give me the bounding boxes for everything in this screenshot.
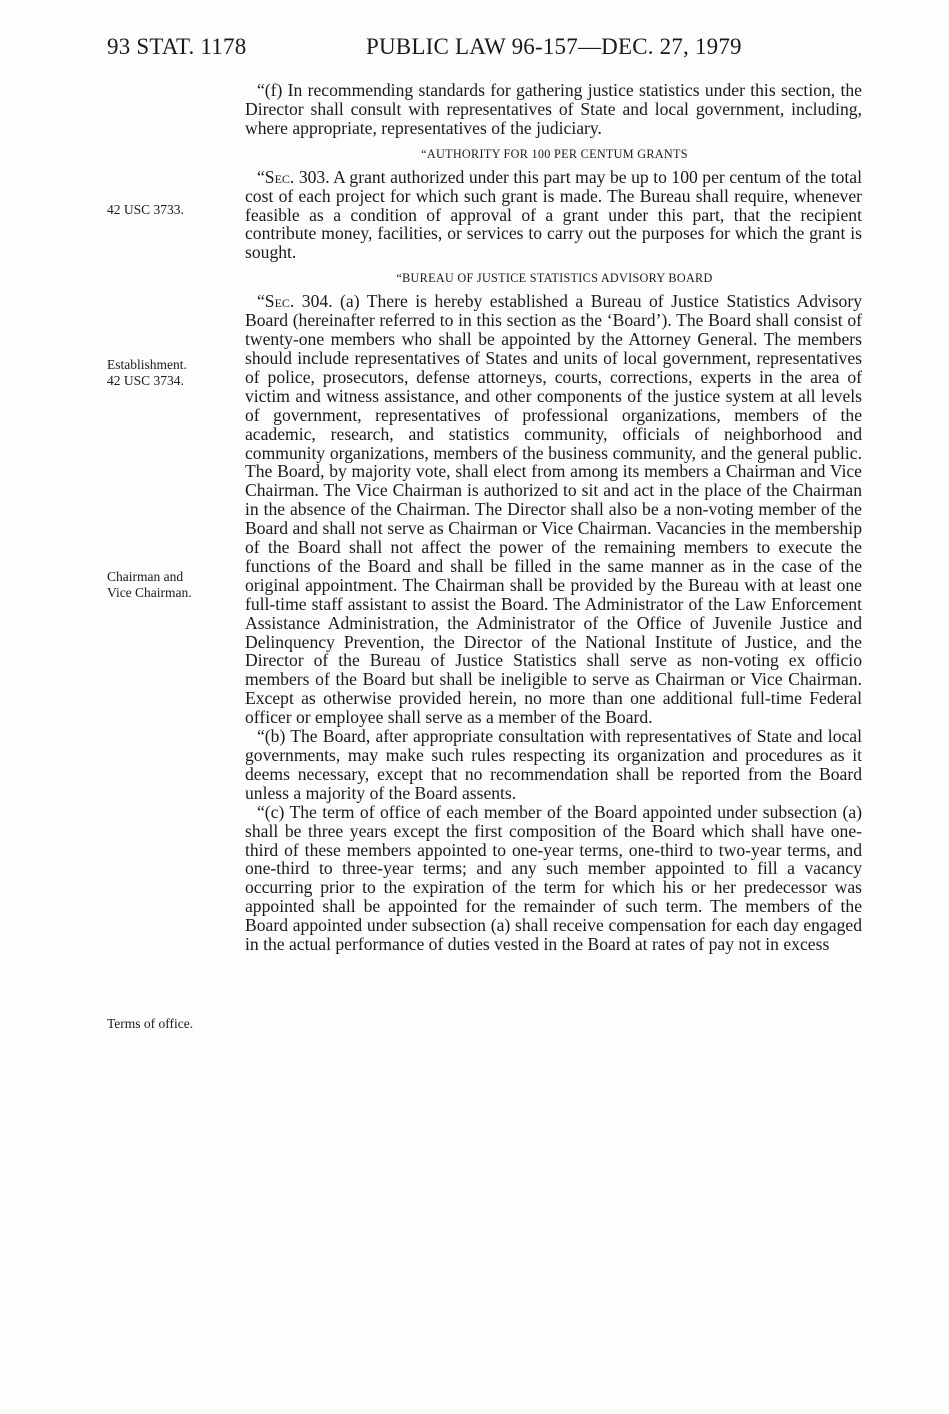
section-304-a — [245, 292, 862, 727]
body-text — [245, 81, 862, 954]
paragraph-c: “(c) The term of office of each member of the Board appointed under subsection (a) shall be three years except the first composition of the Board which shall have one-third of these members appointed to one-year terms, one-third to two-year terms, and one-third to three-year terms; and any such member appointed to fill a vacancy occurring prior to the expiration of the term for which his or her predecessor was appointed shall be appointed for the remainder of such term. The members of the Board appointed under subsection (a) shall receive compensation for each day engaged in the actual performance of duties vested in the Board at rates of pay not in excess — [245, 801, 862, 955]
margin-note-vice-chairman: Vice Chairman. — [107, 585, 192, 600]
stat-reference: 93 STAT. 1178 — [107, 34, 247, 59]
margin-note-chairman: Chairman and — [107, 569, 184, 584]
margin-note-terms-of-office: Terms of office. — [107, 1016, 194, 1031]
heading-section-304: “BUREAU OF JUSTICE STATISTICS ADVISORY BOARD — [396, 271, 713, 286]
paragraph-b: “(b) The Board, after appropriate consultation with representatives of State and local governments, may make such rules respecting its organization and procedures as it deems necessary, except that no recommendation shall be reported from the Board unless a majority of the Board assents. — [245, 726, 862, 803]
margin-note-establishment: Establishment. — [107, 357, 187, 372]
section-label: “Sec. — [257, 166, 295, 187]
section-label: “Sec. — [257, 291, 295, 312]
section-303 — [245, 168, 862, 263]
page-header — [0, 26, 949, 66]
paragraph-f: “(f) In recommending standards for gathering justice statistics under this section, the Director shall consult with representatives of State and local government, including, where appropriate, representatives of the judiciary. — [245, 80, 862, 138]
margin-note-usc-3733: 42 USC 3733. — [107, 202, 184, 217]
section-303-text: 303. A grant authorized under this part may be up to 100 per centum of the total cost of each project for which such grant is made. The Bureau shall require, whenever feasible as a condition of approval of a grant under this part, that the recipient contribute money, facilities, or services to carry out the purposes for which the grant is sought. — [245, 166, 862, 263]
heading-section-303: “AUTHORITY FOR 100 PER CENTUM GRANTS — [421, 146, 688, 161]
margin-note-usc-3734: 42 USC 3734. — [107, 373, 184, 388]
page-title: PUBLIC LAW 96-157—DEC. 27, 1979 — [366, 34, 742, 59]
section-304-a-text: 304. (a) There is hereby established a Bureau of Justice Statistics Advisory Board (hereinafter referred to in this section as the ‘Board’). The Board shall consist of twenty-one members who shall be appointed by the Attorney General. The members should include representatives of States and units of local government, representatives of police, prosecutors, defense attorneys, courts, corrections, experts in the area of victim and witness assistance, and other components of the justice system at all levels of government, representatives of professional organizations, members of the academic, research, and statistics community, officials of neighborhood and community organizations, members of the business community, and the general public. The Board, by majority vote, shall elect from among its members a Chairman and Vice Chairman. The Vice Chairman is authorized to sit and act in the place of the Chairman in the absence of the Chairman. The Director shall also be a non-voting member of the Board and shall not serve as Chairman or Vice Chairman. Vacancies in the membership of the Board shall not affect the power of the remaining members to execute the functions of the Board and shall be filled in the same manner as in the case of the original appointment. The Chairman shall be provided by the Bureau with at least one full-time staff assistant to assist the Board. The Administrator of the Law Enforcement Assistance Administration, the Administrator of the Office of Juvenile Justice and Delinquency Prevention, the Director of the National Institute of Justice, and the Director of the Bureau of Justice Statistics shall serve as non-voting ex officio members of the Board but shall be ineligible to serve as Chairman or Vice Chairman. Except as otherwise provided herein, no more than one additional full-time Federal officer or employee shall serve as a member of the Board. — [245, 291, 862, 728]
